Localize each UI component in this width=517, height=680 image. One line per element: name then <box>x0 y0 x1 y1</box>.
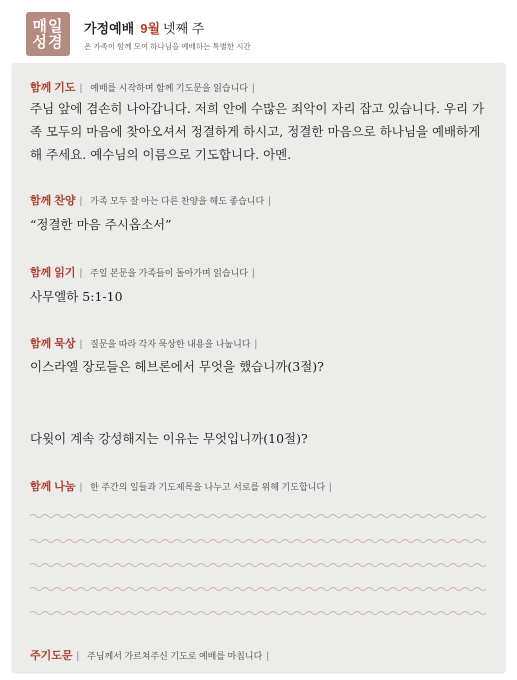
meditation-question-1: 이스라엘 장로들은 헤브론에서 무엇을 했습니까(3절)? <box>30 359 324 374</box>
title-text: 가정예배 <box>84 21 135 36</box>
section-reading-name: 함께 읽기 <box>30 267 76 279</box>
section-praise-name: 함께 찬양 <box>30 195 76 207</box>
section-prayer-label: 함께 기도 | 예배를 시작하며 함께 기도문을 읽습니다 | <box>30 82 255 94</box>
section-lords-prayer-desc: 주님께서 가르쳐주신 기도로 예배를 마칩니다 <box>87 651 263 661</box>
section-reading-label: 함께 읽기 | 주일 본문을 가족들이 돌아가며 읽습니다 | <box>30 267 255 279</box>
header <box>0 0 517 62</box>
writing-line-1 <box>30 513 488 519</box>
section-lords-prayer-name: 주기도문 <box>30 650 73 662</box>
section-praise-label: 함께 찬양 | 가족 모두 잘 아는 다른 찬양을 해도 좋습니다 | <box>30 195 271 207</box>
page-subtitle: 온 가족이 함께 모여 하나님을 예배하는 특별한 시간 <box>84 42 251 51</box>
section-sharing-desc: 한 주간의 일들과 기도제목을 나누고 서로를 위해 기도합니다 <box>90 482 326 492</box>
prayer-line-2: 족 모두의 마음에 찾아오셔서 정결하게 하시고, 정결한 마음으로 하나님을 예배하게 <box>30 124 481 139</box>
section-reading-desc: 주일 본문을 가족들이 돌아가며 읽습니다 <box>90 268 248 278</box>
section-sharing-label: 함께 나눔 | 한 주간의 일들과 기도제목을 나누고 서로를 위해 기도합니다 | <box>30 481 332 493</box>
prayer-line-3: 해 주세요. 예수님의 이름으로 기도합니다. 아멘. <box>30 147 292 162</box>
logo-line2: 성경 <box>32 33 64 51</box>
section-meditation-name: 함께 묵상 <box>30 338 76 350</box>
writing-line-4 <box>30 586 488 592</box>
section-meditation-label: 함께 묵상 | 질문을 따라 각자 묵상한 내용을 나눕니다 | <box>30 338 258 350</box>
logo-line1: 매일 <box>32 17 64 35</box>
prayer-line-1: 주님 앞에 겸손히 나아갑니다. 저희 안에 수많은 죄악이 자리 잡고 있습니다. 우리 가 <box>30 101 485 116</box>
writing-line-3 <box>30 562 488 568</box>
section-sharing-name: 함께 나눔 <box>30 481 76 493</box>
section-prayer-name: 함께 기도 <box>30 82 76 94</box>
title-week: 넷째 주 <box>163 21 205 36</box>
prayer-text <box>30 97 498 166</box>
praise-text: “정결한 마음 주시옵소서” <box>30 217 172 232</box>
meditation-question-2: 다윗이 계속 강성해지는 이유는 무엇입니까(10절)? <box>30 431 308 446</box>
page-title <box>84 18 204 37</box>
section-lords-prayer-label: 주기도문 | 주님께서 가르쳐주신 기도로 예배를 마칩니다 | <box>30 650 269 662</box>
writing-line-2 <box>30 538 488 544</box>
reading-text: 사무엘하 5:1-10 <box>30 289 123 304</box>
title-month: 9월 <box>140 21 161 36</box>
writing-line-5 <box>30 610 488 616</box>
section-meditation-desc: 질문을 따라 각자 묵상한 내용을 나눕니다 <box>90 339 251 349</box>
logo <box>26 12 70 56</box>
section-prayer-desc: 예배를 시작하며 함께 기도문을 읽습니다 <box>90 83 248 93</box>
section-praise-desc: 가족 모두 잘 아는 다른 찬양을 해도 좋습니다 <box>90 196 265 206</box>
content-panel <box>12 63 505 672</box>
